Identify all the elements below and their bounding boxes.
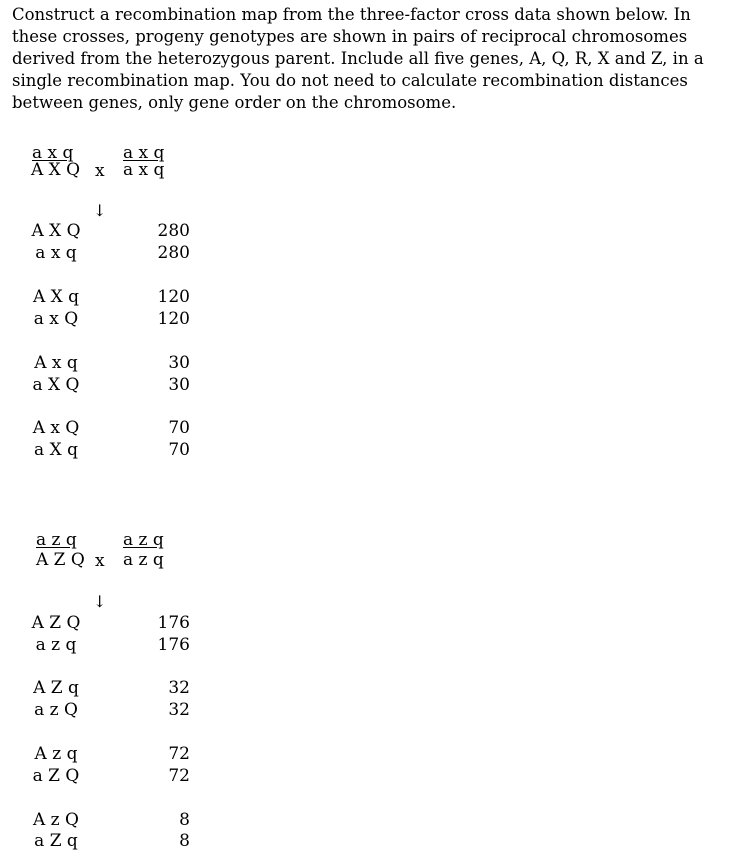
progeny-count: 32 bbox=[168, 700, 190, 720]
progeny-count: 70 bbox=[168, 440, 190, 460]
cross-symbol: x bbox=[95, 161, 105, 181]
progeny-genotype: A Z Q bbox=[31, 613, 81, 633]
problem-statement: Construct a recombination map from the three-factor cross data shown below. In these crosses, progeny genotypes are shown in pairs of reciprocal chromosomes derived from the heterozygous parent. Include all five genes, A, Q, R, X and Z, in a single recombination map. You do not need to calculate recombination distances between genes, only gene order on the chromosome. bbox=[12, 5, 704, 112]
progeny-genotype: a Z q bbox=[34, 831, 78, 851]
down-arrow-icon: ↓ bbox=[93, 201, 107, 220]
progeny-count: 30 bbox=[168, 375, 190, 395]
progeny-count: 32 bbox=[168, 678, 190, 698]
progeny-genotype: A x q bbox=[34, 353, 78, 373]
progeny-count: 72 bbox=[168, 766, 190, 786]
parent1-top-genotype: a z q bbox=[36, 530, 77, 550]
progeny-genotype: A Z q bbox=[33, 678, 79, 698]
progeny-genotype: A X q bbox=[32, 287, 80, 307]
progeny-count: 176 bbox=[157, 613, 190, 633]
progeny-count: 280 bbox=[157, 221, 190, 241]
progeny-count: 30 bbox=[168, 353, 190, 373]
progeny-genotype: a X q bbox=[34, 440, 78, 460]
parent2-top-genotype: a x q bbox=[123, 143, 165, 163]
progeny-genotype: a z Q bbox=[34, 700, 78, 720]
parent1-bottom-genotype: A X Q bbox=[31, 160, 81, 180]
progeny-genotype: A x Q bbox=[32, 418, 80, 438]
progeny-count: 8 bbox=[179, 810, 190, 830]
progeny-genotype: a z q bbox=[35, 635, 77, 655]
progeny-count: 8 bbox=[179, 831, 190, 851]
parent1-top-genotype: a x q bbox=[32, 143, 74, 163]
progeny-genotype: A z q bbox=[34, 744, 78, 764]
parent2-bottom-genotype: a x q bbox=[123, 160, 165, 180]
progeny-count: 280 bbox=[157, 243, 190, 263]
progeny-count: 120 bbox=[157, 309, 190, 329]
progeny-genotype: a x q bbox=[35, 243, 77, 263]
progeny-count: 72 bbox=[168, 744, 190, 764]
progeny-genotype: a x Q bbox=[33, 309, 79, 329]
progeny-count: 70 bbox=[168, 418, 190, 438]
parent2-top-genotype: a z q bbox=[123, 530, 164, 550]
cross-symbol: x bbox=[95, 551, 105, 571]
progeny-genotype: a X Q bbox=[32, 375, 80, 395]
progeny-count: 120 bbox=[157, 287, 190, 307]
down-arrow-icon: ↓ bbox=[93, 592, 107, 611]
progeny-genotype: a Z Q bbox=[32, 766, 80, 786]
progeny-genotype: A X Q bbox=[31, 221, 81, 241]
progeny-genotype: A z Q bbox=[33, 810, 79, 830]
progeny-count: 176 bbox=[157, 635, 190, 655]
parent2-bottom-genotype: a z q bbox=[123, 550, 164, 570]
parent1-bottom-genotype: A Z Q bbox=[36, 550, 85, 570]
